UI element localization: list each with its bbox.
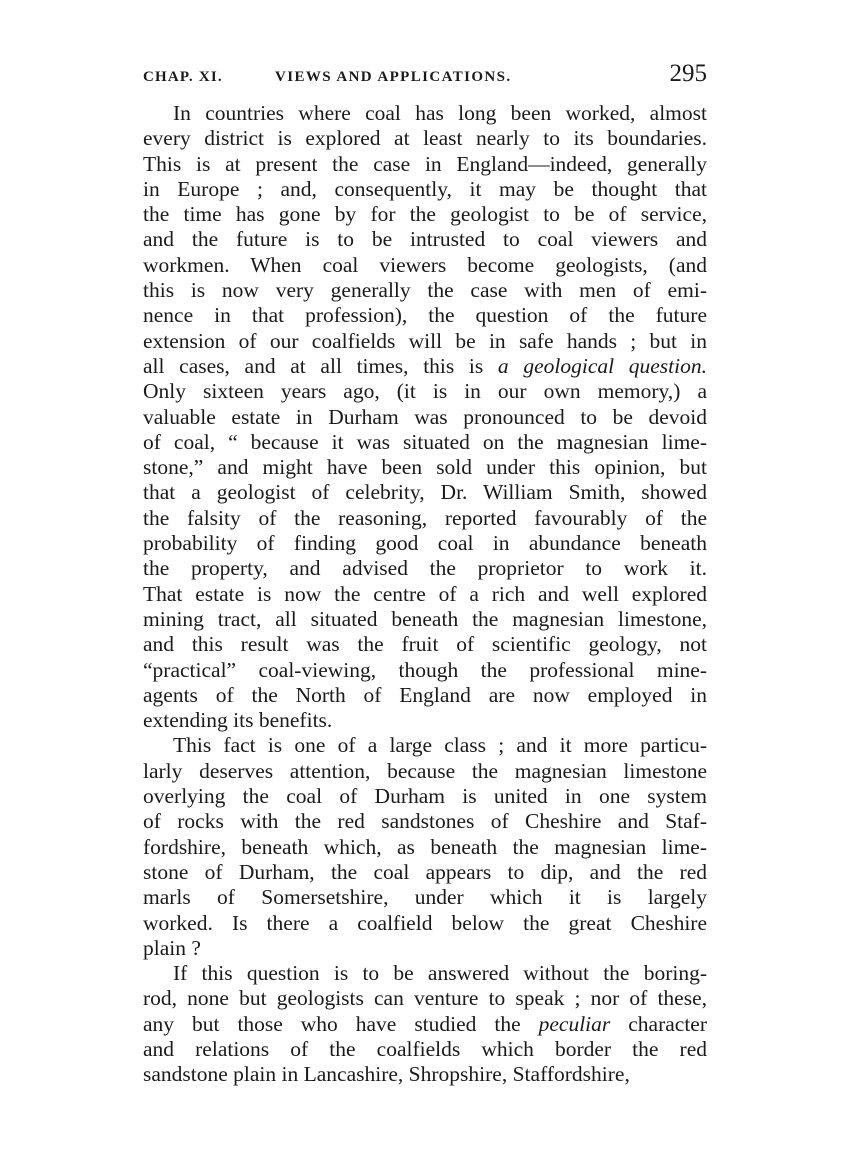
text-line: nence in that profession), the question of the future	[143, 303, 707, 328]
text-line: That estate is now the centre of a rich and well explored	[143, 581, 707, 606]
text-line: in Europe ; and, consequently, it may be thought that	[143, 176, 707, 201]
chapter-label: CHAP. XI.	[143, 69, 223, 85]
text-line	[143, 1012, 707, 1037]
text-line: This fact is one of a large class ; and it more particu-	[173, 733, 707, 758]
text-line: extending its benefits.	[143, 708, 333, 733]
text-line: the property, and advised the proprietor to work it.	[143, 556, 707, 581]
text-segment: all cases, and at all times, this is	[143, 353, 498, 378]
paragraph	[143, 733, 707, 961]
text-line: fordshire, beneath which, as beneath the magnesian lime-	[143, 834, 707, 859]
text-line: plain ?	[143, 935, 201, 960]
text-line: If this question is to be answered without the boring-	[173, 961, 707, 986]
paragraph	[143, 961, 707, 1087]
text-line: that a geologist of celebrity, Dr. William Smith, showed	[143, 480, 707, 505]
text-line: marls of Somersetshire, under which it is largely	[143, 885, 707, 910]
text-line: workmen. When coal viewers become geologists, (and	[143, 252, 707, 277]
text-line: rod, none but geologists can venture to speak ; nor of these,	[143, 986, 707, 1011]
text-segment: any but those who have studied the	[143, 1011, 539, 1036]
text-line: “practical” coal-viewing, though the professional mine-	[143, 657, 707, 682]
text-segment: character	[610, 1011, 707, 1036]
running-title: VIEWS AND APPLICATIONS.	[275, 69, 512, 85]
text-line	[143, 354, 707, 379]
text-line: and the future is to be intrusted to coal viewers and	[143, 227, 707, 252]
body-text	[143, 101, 707, 1088]
text-line: This is at present the case in England—indeed, generally	[143, 151, 707, 176]
text-line: stone of Durham, the coal appears to dip, and the red	[143, 859, 707, 884]
italic-text: peculiar	[538, 1011, 611, 1036]
paragraph	[143, 101, 707, 733]
text-line: and this result was the fruit of scientific geology, not	[143, 632, 707, 657]
text-line: agents of the North of England are now employed in	[143, 682, 707, 707]
text-line: and relations of the coalfields which border the red	[143, 1036, 707, 1061]
text-line: valuable estate in Durham was pronounced to be devoid	[143, 404, 707, 429]
text-line: this is now very generally the case with men of emi-	[143, 278, 707, 303]
text-line: mining tract, all situated beneath the magnesian limestone,	[143, 606, 707, 631]
text-line: the time has gone by for the geologist to be of service,	[143, 202, 707, 227]
text-line: larly deserves attention, because the magnesian limestone	[143, 758, 707, 783]
text-line: probability of finding good coal in abundance beneath	[143, 531, 707, 556]
text-line: of coal, “ because it was situated on the magnesian lime-	[143, 429, 707, 454]
text-line: overlying the coal of Durham is united in one system	[143, 784, 707, 809]
running-head	[143, 60, 707, 88]
text-line: In countries where coal has long been worked, almost	[173, 101, 707, 125]
text-line: of rocks with the red sandstones of Cheshire and Staf-	[143, 809, 707, 834]
text-line: sandstone plain in Lancashire, Shropshire, Staffordshire,	[143, 1062, 630, 1087]
text-line: worked. Is there a coalfield below the great Cheshire	[143, 910, 707, 935]
italic-text: a geological question.	[497, 353, 707, 378]
text-line: extension of our coalfields will be in safe hands ; but in	[143, 328, 707, 353]
text-line: the falsity of the reasoning, reported favourably of the	[143, 505, 707, 530]
text-line: every district is explored at least nearly to its boundaries.	[143, 126, 707, 151]
page-number: 295	[669, 60, 707, 87]
text-line: stone,” and might have been sold under this opinion, but	[143, 455, 707, 480]
text-line: Only sixteen years ago, (it is in our own memory,) a	[143, 379, 707, 404]
